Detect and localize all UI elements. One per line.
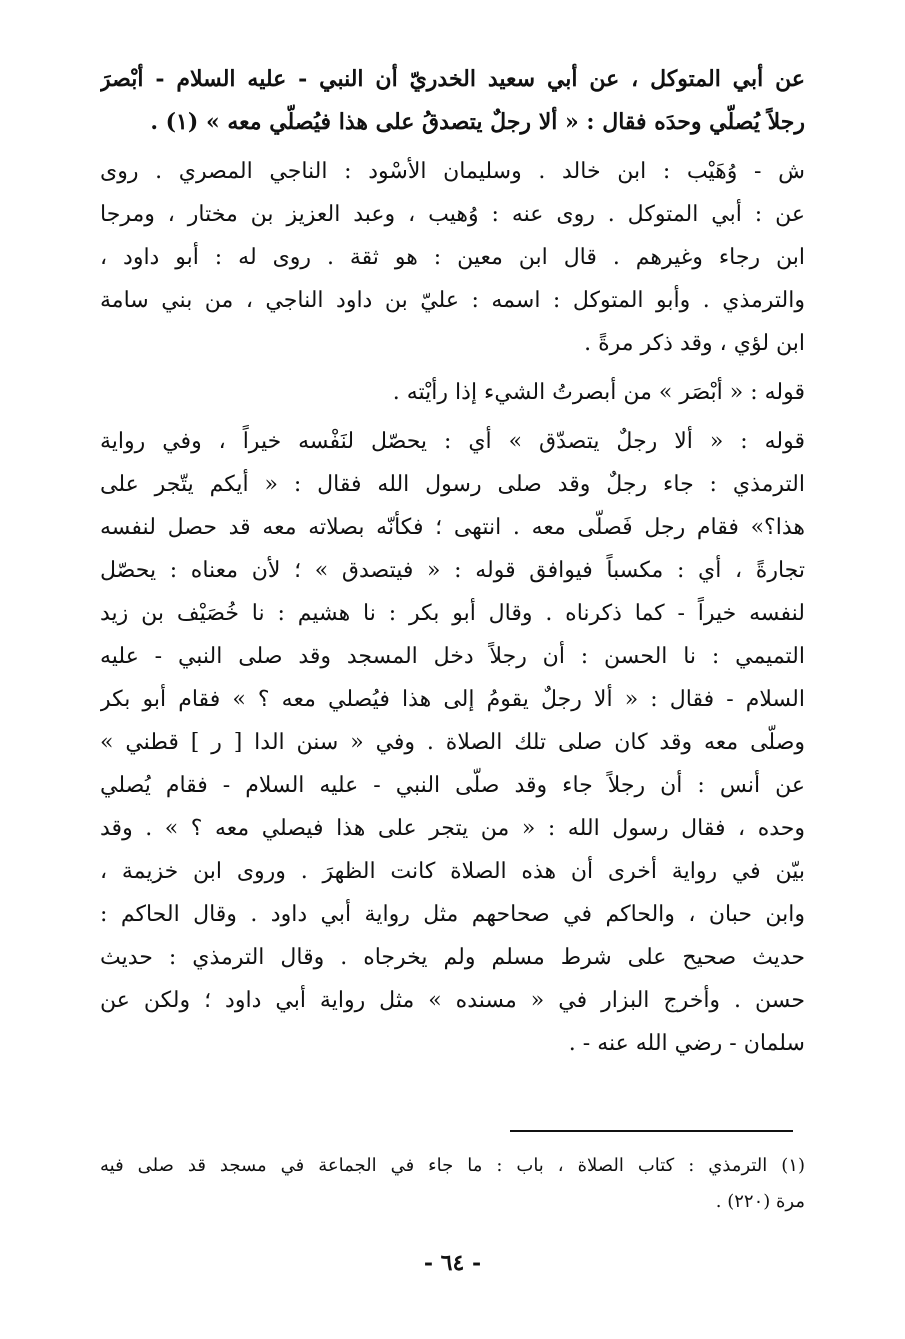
text-line: وحده ، فقال رسول الله : « من يتجر على هذا فيصلي معه ؟ » . وقد [100,816,805,841]
paragraph-hadith [100,58,805,144]
paragraph-commentary [100,150,805,365]
text-line: ابن لؤي ، وقد ذكر مرةً . [584,331,805,356]
main-text [100,58,805,1065]
text-line: عن أنس : أن رجلاً جاء وقد صلّى النبي - عليه السلام - فقام يُصلي [100,773,805,798]
text-line: حديث صحيح على شرط مسلم ولم يخرجاه . وقال الترمذي : حديث [100,945,805,970]
text-line: عن : أبي المتوكل . روى عنه : وُهيب ، وعبد العزيز بن مختار ، ومرجا [100,202,805,227]
text-line: وصلّى معه وقد كان صلى تلك الصلاة . وفي « سنن الدا [ ر ] قطني » [100,730,805,755]
text-line: ابن رجاء وغيرهم . قال ابن معين : هو ثقة . روى له : أبو داود ، [100,245,805,270]
paragraph-yatasaddaq [100,420,805,1065]
text-line: هذا؟» فقام رجل فَصلّى معه . انتهى ؛ فكأنّه بصلاته معه قد حصل لنفسه [100,515,805,540]
text-line: عن أبي المتوكل ، عن أبي سعيد الخدريّ أن النبي - عليه السلام - أبْصرَ [100,66,805,92]
text-line: قوله : « ألا رجلٌ يتصدّق » أي : يحصّل لنَفْسه خيراً ، وفي رواية [100,429,805,454]
text-line: قوله : « أبْصَر » من أبصرتُ الشيء إذا رأيْته . [392,380,805,405]
footnote-line: مرة (٢٢٠) . [715,1191,805,1212]
text-line: بيّن في رواية أخرى أن هذه الصلاة كانت الظهرَ . وروى ابن خزيمة ، [100,859,805,884]
text-line: الترمذي : جاء رجلٌ وقد صلى رسول الله فقال : « أيكم يتّجر على [100,472,805,497]
text-line: حسن . وأخرج البزار في « مسنده » مثل رواية أبي داود ؛ ولكن عن [100,988,805,1013]
text-line: رجلاً يُصلّي وحدَه فقال : « ألا رجلٌ يتصدقُ على هذا فيُصلّي معه » (١) . [150,109,805,135]
footnote-divider [510,1130,793,1132]
page-number: - ٦٤ - [423,1250,482,1276]
text-line: والترمذي . وأبو المتوكل : اسمه : عليّ بن داود الناجي ، من بني سامة [100,288,805,313]
text-line: التميمي : نا الحسن : أن رجلاً دخل المسجد وقد صلى النبي - عليه [100,644,805,669]
paragraph-absara [100,371,805,414]
text-line: سلمان - رضي الله عنه - . [568,1031,805,1056]
footnotes [100,1148,805,1220]
text-line: وابن حبان ، والحاكم في صحاحهم مثل رواية أبي داود . وقال الحاكم : [100,902,805,927]
text-line: السلام - فقال : « ألا رجلٌ يقومُ إلى هذا فيُصلي معه ؟ » فقام أبو بكر [100,687,805,712]
footnote-line: (١) الترمذي : كتاب الصلاة ، باب : ما جاء في الجماعة في مسجد قد صلى فيه [100,1155,805,1176]
text-line: ش - وُهَيْب : ابن خالد . وسليمان الأسْود : الناجي المصري . روى [100,159,805,184]
text-line: تجارةً ، أي : مكسباً فيوافق قوله : « فيتصدق » ؛ لأن معناه : يحصّل [100,558,805,583]
text-line: لنفسه خيراً - كما ذكرناه . وقال أبو بكر : نا هشيم : نا خُصَيْف بن زيد [100,601,805,626]
